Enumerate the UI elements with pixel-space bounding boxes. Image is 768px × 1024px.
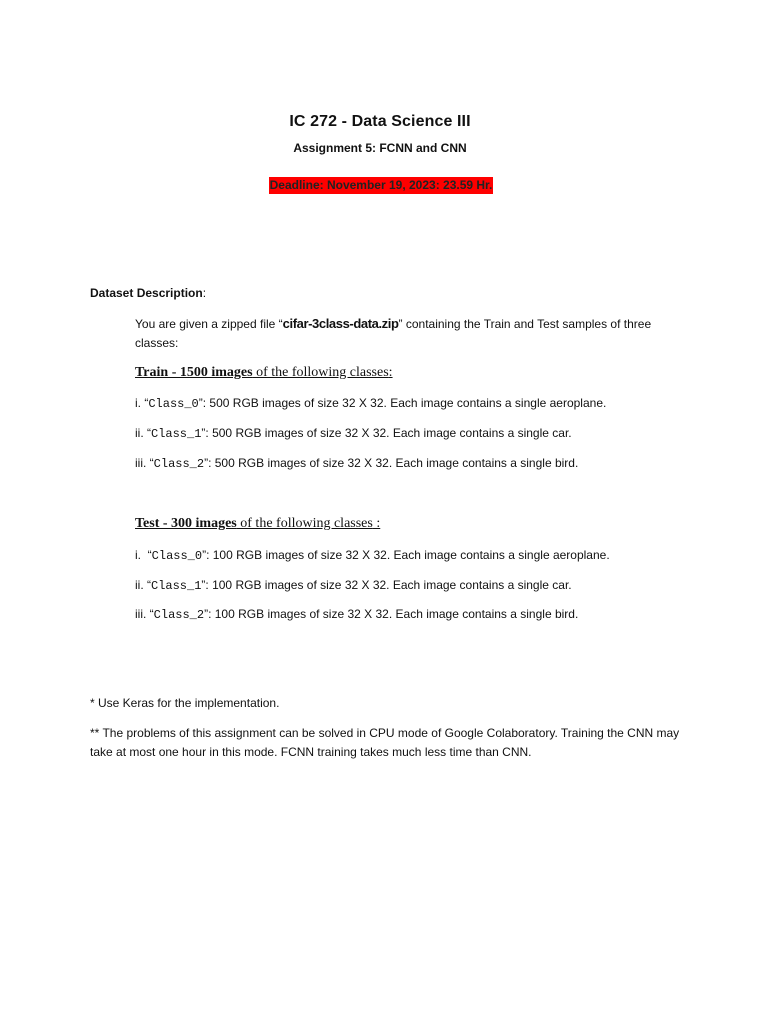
- note-colab: ** The problems of this assignment can be solved in CPU mode of Google Colaboratory. Training the CNN may take at most one hour in this mode. FCNN training takes much less time than CNN.: [90, 726, 680, 759]
- dataset-intro: [135, 314, 695, 353]
- test-heading: [135, 516, 380, 532]
- item-text: ”: 100 RGB images of size 32 X 32. Each image contains a single aeroplane.: [202, 548, 610, 562]
- dataset-heading-text: Dataset Description: [90, 286, 203, 300]
- item-prefix: iii. “: [135, 607, 154, 621]
- test-heading-rest: of the following classes: [236, 516, 373, 531]
- train-heading-bold: Train - 1500 images: [135, 365, 253, 380]
- test-item: [135, 578, 572, 593]
- assignment-subtitle: Assignment 5: FCNN and CNN: [293, 141, 467, 155]
- class-code: Class_1: [151, 427, 202, 441]
- deadline-block: [0, 176, 762, 194]
- item-text: ”: 500 RGB images of size 32 X 32. Each image contains a single bird.: [204, 456, 579, 470]
- class-code: Class_2: [153, 608, 205, 622]
- deadline-highlight: Deadline: November 19, 2023: 23.59 Hr.: [269, 178, 493, 192]
- class-code: Class_0: [148, 397, 199, 411]
- item-text: ”: 500 RGB images of size 32 X 32. Each image contains a single aeroplane.: [198, 396, 607, 410]
- train-heading: [135, 365, 393, 381]
- class-code: Class_1: [151, 579, 202, 593]
- class-code: Class_0: [151, 549, 203, 563]
- train-item: [135, 426, 572, 441]
- train-item: [135, 456, 578, 471]
- test-heading-underlined: [135, 516, 380, 531]
- train-heading-underlined: [135, 365, 393, 380]
- train-heading-end: :: [388, 365, 393, 380]
- item-prefix: ii. “: [135, 426, 151, 440]
- note-keras: * Use Keras for the implementation.: [90, 696, 280, 710]
- item-prefix: ii. “: [135, 578, 151, 592]
- item-text: ”: 100 RGB images of size 32 X 32. Each image contains a single bird.: [204, 607, 579, 621]
- zip-file-name: cifar-3class-data.zip: [282, 316, 399, 331]
- item-prefix: i. “: [135, 396, 149, 410]
- test-heading-end: :: [372, 516, 381, 531]
- item-prefix: iii. “: [135, 456, 154, 470]
- test-item: [135, 548, 610, 563]
- intro-prefix: You are given a zipped file “: [135, 317, 283, 331]
- dataset-heading: [90, 286, 206, 300]
- train-heading-rest: of the following classes: [252, 365, 389, 380]
- intro-suffix: ” containing the Train and Test samples of three classes:: [135, 317, 652, 350]
- test-item: [135, 607, 578, 622]
- page-title: IC 272 - Data Science III: [289, 113, 471, 130]
- item-text: ”: 100 RGB images of size 32 X 32. Each image contains a single car.: [201, 578, 572, 592]
- train-item: [135, 396, 606, 411]
- dataset-heading-colon: :: [202, 286, 207, 300]
- item-text: ”: 500 RGB images of size 32 X 32. Each image contains a single car.: [201, 426, 572, 440]
- class-code: Class_2: [153, 457, 205, 471]
- test-heading-bold: Test - 300 images: [135, 516, 237, 531]
- item-prefix: i. “: [135, 548, 152, 562]
